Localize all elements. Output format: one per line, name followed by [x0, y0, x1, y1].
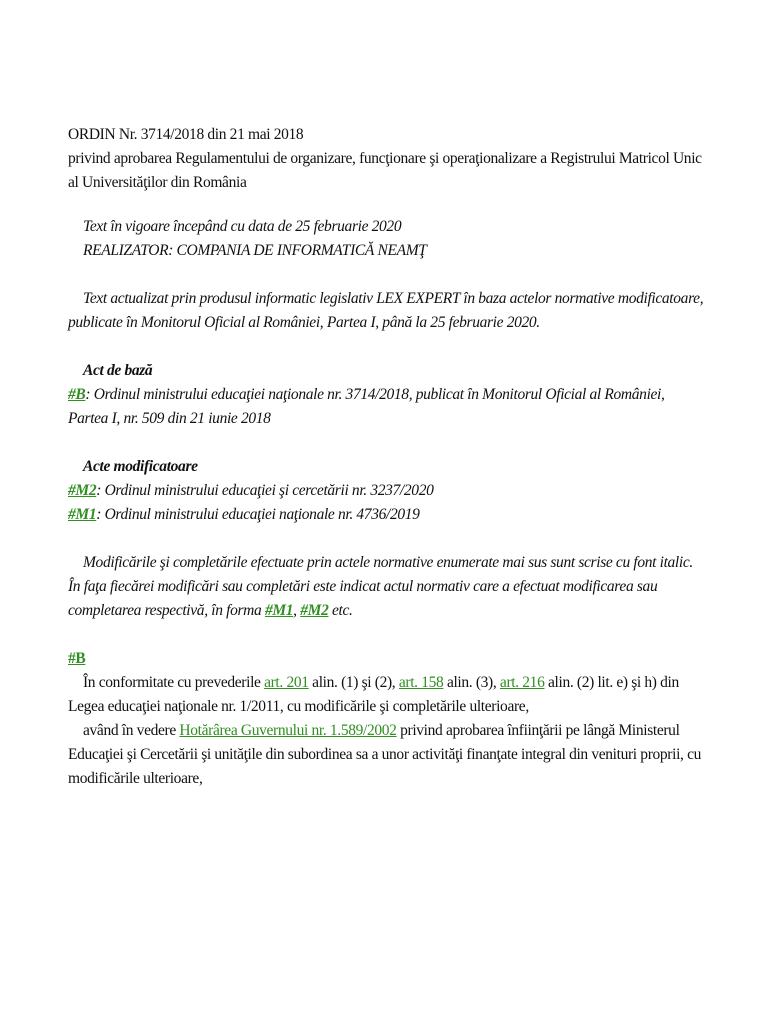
note-tail: etc. [328, 602, 353, 619]
link-hotararea-guvernului[interactable]: Hotărârea Guvernului nr. 1.589/2002 [179, 722, 397, 739]
status-vigoare: Text în vigoare începând cu data de 25 februarie 2020 [83, 218, 402, 235]
acte-modificatoare-heading: Acte modificatoare [83, 458, 198, 475]
document-title [68, 123, 708, 195]
preamble-1-text-d: alin. (2) lit. e) şi h) din Legea educaţiei naţionale nr. 1/2011, cu modificările şi completările ulterioare, [68, 674, 679, 715]
preamble-2-text-b: privind aprobarea înfiinţării pe lângă Ministerul Educaţiei şi Cercetării şi unităţile din subordinea sa a unor activităţi finanţate integral din venituri proprii, cu modificările ulterioare, [68, 722, 702, 787]
body-tag-link[interactable]: #B [68, 650, 86, 667]
act-baza-text: : Ordinul ministrului educaţiei naţionale nr. 3714/2018, publicat în Monitorul Oficial al României, Partea I, nr. 509 din 21 iunie 2018 [68, 386, 665, 427]
preamble-1-text-c: alin. (3), [443, 674, 500, 691]
preamble-1-text-a: În conformitate cu prevederile [83, 674, 265, 691]
actualizat-note: Text actualizat prin produsul informatic legislativ LEX EXPERT în baza actelor normative modificatoare, publicate în Monitorul Oficial al României, Partea I, până la 25 februarie 2020. [68, 290, 704, 331]
note-separator: , [293, 602, 301, 619]
modificari-note-text: Modificările şi completările efectuate prin actele normative enumerate mai sus sunt scrise cu font italic. În faţa fiecărei modificări sau completări este indicat actul normativ care a efectuat modificarea sau completarea respectivă, în forma [68, 554, 693, 619]
note-tag-link-m2[interactable]: #M2 [300, 602, 329, 619]
link-art-158[interactable]: art. 158 [398, 674, 444, 691]
title-line-1: ORDIN Nr. 3714/2018 din 21 mai 2018 [68, 126, 304, 143]
modificator-text-m2: : Ordinul ministrului educaţiei şi cercetării nr. 3237/2020 [96, 482, 434, 499]
preamble-paragraph-1 [68, 671, 708, 719]
preamble-paragraph-2 [68, 719, 708, 791]
status-realizator: REALIZATOR: COMPANIA DE INFORMATICĂ NEAMŢ [83, 242, 427, 259]
document-body [68, 123, 708, 791]
modificator-text-m1: : Ordinul ministrului educaţiei naţionale nr. 4736/2019 [96, 506, 420, 523]
act-baza-entry [68, 383, 708, 431]
title-line-2: privind aprobarea Regulamentului de organizare, funcţionare şi operaţionalizare a Registrului Matricol Unic al Universităţilor din România [68, 150, 702, 191]
act-baza-tag-link[interactable]: #B [68, 386, 86, 403]
modificator-tag-link-m2[interactable]: #M2 [68, 482, 97, 499]
link-art-216[interactable]: art. 216 [499, 674, 545, 691]
preamble-2-text-a: având în vedere [83, 722, 180, 739]
act-baza-heading: Act de bază [83, 362, 153, 379]
modificator-entry-m1 [68, 503, 708, 527]
modificari-note [68, 551, 708, 623]
note-tag-link-m1[interactable]: #M1 [264, 602, 294, 619]
modificator-entry-m2 [68, 479, 708, 503]
modificator-tag-link-m1[interactable]: #M1 [68, 506, 97, 523]
preamble-1-text-b: alin. (1) şi (2), [308, 674, 399, 691]
body-tag [68, 647, 708, 671]
link-art-201[interactable]: art. 201 [264, 674, 309, 691]
